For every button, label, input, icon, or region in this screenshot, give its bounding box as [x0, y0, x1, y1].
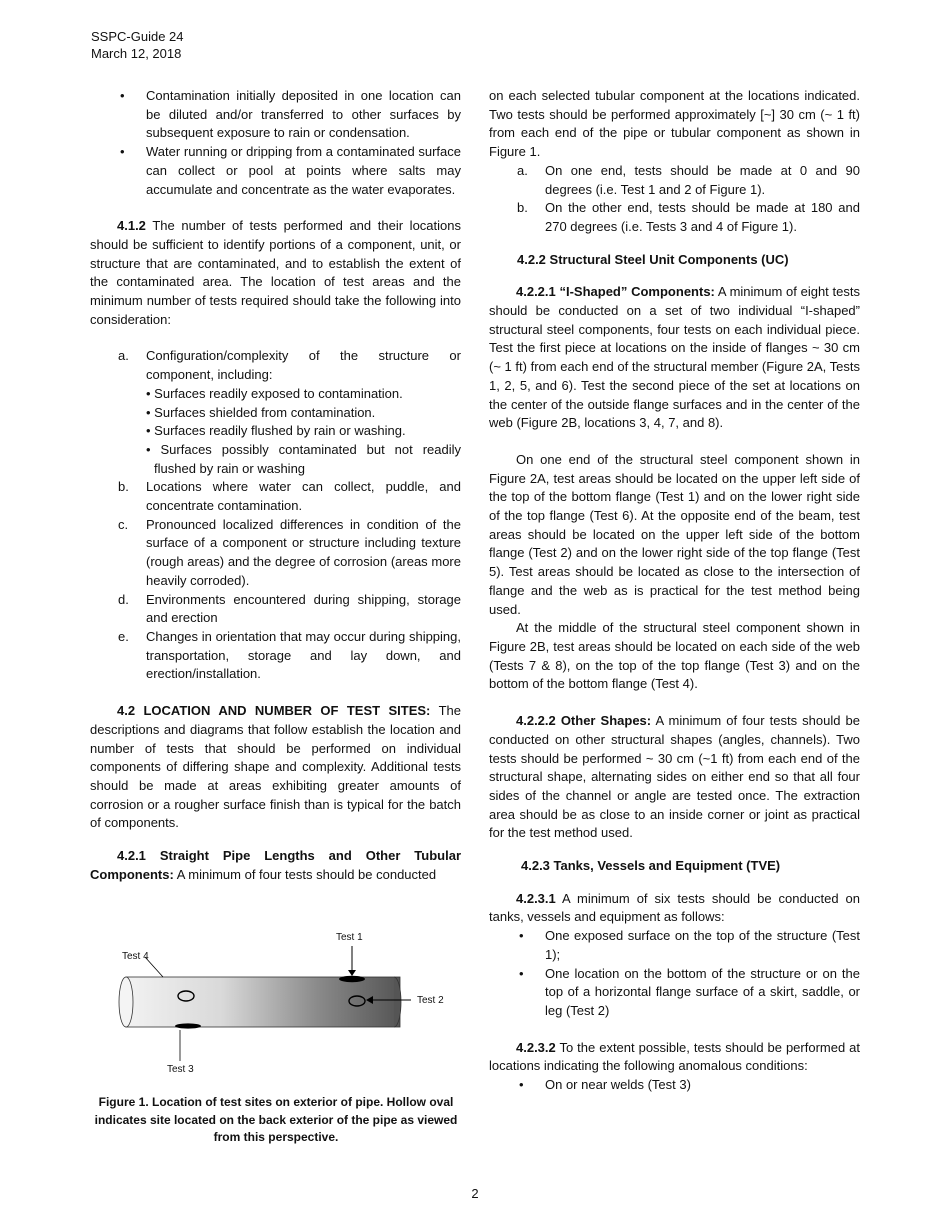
list-item-d: d. Environments encountered during shipping, storage and erection — [118, 591, 461, 626]
sublist-item: • Surfaces possibly contaminated but not readily flushed by rain or washing — [146, 441, 461, 476]
list-item-e: e. Changes in orientation that may occur during shipping, transportation, storage and lay down, and erection/installation. — [118, 628, 461, 682]
bullet-icon: • — [519, 965, 524, 981]
section-4-2-3-1: 4.2.3.1 A minimum of six tests should be conducted on tanks, vessels and equipment as follows: — [489, 890, 860, 925]
section-4-2-2-2: 4.2.2.2 Other Shapes: A minimum of four tests should be conducted on other structural shapes (angles, channels). Two tests should be performed ~ 30 cm (~1 ft) from each end of the structural shape, alternating sides on either end so that all four sides of the channel or angle are tested once. The extraction area should be as close to an inside corner or joint as practical for the test method used. — [489, 713, 860, 841]
document-id: SSPC-Guide 24 — [91, 29, 184, 44]
section-4-2-1: 4.2.1 Straight Pipe Lengths and Other Tubular Components: A minimum of four tests should be conducted — [90, 848, 461, 882]
left-column — [90, 87, 461, 884]
paragraph: on each selected tubular component at the locations indicated. Two tests should be performed approximately [~] 30 cm (~ 1 ft) from each end of the pipe or tubular component as shown in Figure 1. — [489, 88, 860, 160]
figure-1-caption: Figure 1. Location of test sites on exterior of pipe. Hollow oval indicates site located on the back exterior of the pipe as viewed from this perspective. — [94, 1095, 458, 1144]
bullet-icon: • — [120, 144, 125, 160]
test-3-label: Test 3 — [167, 1064, 194, 1072]
pipe-body — [126, 977, 400, 1027]
paragraph: On one end of the structural steel component shown in Figure 2A, test areas should be located on the upper left side of the top of the bottom flange (Test 1) and on the lower right side of the top flange (Test 6). At the opposite end of the beam, test areas should be located on the upper left side of the bottom flange (Test 2) and on the lower right side of the top flange (Test 5). Test areas should be located as close to the intersection of flange and the web as is practical for the test method being used. — [489, 451, 860, 617]
list-item: • Contamination initially deposited in one location can be diluted and/or transferred to other surfaces by subsequent exposure to rain or condensation. — [90, 87, 461, 143]
bullet-icon: • — [519, 1077, 524, 1093]
list-item: • Water running or dripping from a contaminated surface can collect or pool at points where salts may accumulate and concentrate as the water evaporates. — [90, 143, 461, 199]
bullet-icon: • — [120, 88, 125, 103]
list-item-b: b. On the other end, tests should be made at 180 and 270 degrees (i.e. Tests 3 and 4 of Figure 1). — [517, 200, 860, 234]
list-item-a: a. Configuration/complexity of the structure or component, including: • Surfaces readily exposed to contamination. • Surfaces shielded from contamination. • Surfaces readily flushed by rain or washing. • Surfaces possibly contaminated but not readily flushed by rain or washing — [90, 347, 461, 478]
sublist-item: • Surfaces readily flushed by rain or washing. — [146, 423, 406, 439]
sublist-item: • Surfaces readily exposed to contamination. — [146, 385, 403, 401]
list-item-a: a. On one end, tests should be made at 0 and 90 degrees (i.e. Test 1 and 2 of Figure 1). — [517, 162, 860, 197]
figure-1-pipe-diagram — [90, 922, 462, 1072]
sublist-item: • Surfaces shielded from contamination. — [146, 404, 376, 420]
section-4-2: 4.2 LOCATION AND NUMBER OF TEST SITES: The descriptions and diagrams that follow establish the location and number of tests that should be performed on individual components of differing shape and complexity. Additional tests should be made at areas exhibiting greater amounts of corrosion or a rougher surface finish than is typical for the batch of components. — [90, 703, 461, 831]
test-1-label: Test 1 — [336, 932, 363, 943]
section-heading-4-2-2: 4.2.2 Structural Steel Unit Components (UC) — [517, 251, 789, 267]
pipe-end-left — [119, 977, 133, 1027]
list-item: • One exposed surface on the top of the structure (Test 1); — [489, 927, 860, 964]
list-item-c: c. Pronounced localized differences in condition of the surface of a component or structure including texture (rough areas) and the degree of corrosion (areas more heavily corroded). — [118, 516, 461, 588]
paragraph: At the middle of the structural steel component shown in Figure 2B, test areas should be located on each side of the web (Tests 7 & 8), on the top of the top flange (Test 3) and on the bottom of the bottom flange (Test 4). — [489, 620, 860, 692]
section-4-2-3-2: 4.2.3.2 To the extent possible, tests should be performed at locations indicating the following anomalous conditions: — [489, 1039, 860, 1074]
list-item: • On or near welds (Test 3) — [489, 1076, 860, 1095]
bullet-icon: • — [519, 928, 524, 944]
section-4-2-2-1: 4.2.2.1 “I-Shaped” Components: A minimum of eight tests should be conducted on a set of two individual “I-shaped” structural steel components, four tests on each individual piece. Test the first piece at locations on the inside of flanges ~ 30 cm (~ 1 ft) from each end of the structural member (Figure 2A, Tests 1, 2, 5, and 6). Test the second piece of the set at locations on the center of the outside flange surfaces and in the center of the web (Figure 2B, locations 3, 4, 7, and 8). — [489, 284, 860, 431]
test-2-label: Test 2 — [417, 995, 444, 1006]
test-3-marker — [175, 1023, 201, 1028]
right-column — [489, 87, 860, 1095]
section-4-1-2: 4.1.2 The number of tests performed and their locations should be sufficient to identify portions of a component, unit, or structure that are contaminated, and to establish the extent of the contaminated area. The location of test areas and the minimum number of tests required should take the following into consideration: — [90, 218, 461, 327]
list-item: • One location on the bottom of the structure or on the top of a horizontal flange surface of a skirt, saddle, or leg (Test 2) — [489, 965, 860, 1021]
document-date: March 12, 2018 — [91, 46, 182, 61]
page-header — [91, 28, 184, 62]
test-1-marker — [339, 976, 365, 982]
list-item-b: b. Locations where water can collect, puddle, and concentrate contamination. — [118, 479, 461, 514]
page-number: 2 — [471, 1186, 479, 1201]
section-heading-4-2-3: 4.2.3 Tanks, Vessels and Equipment (TVE) — [521, 858, 781, 874]
test-4-label: Test 4 — [122, 951, 149, 962]
